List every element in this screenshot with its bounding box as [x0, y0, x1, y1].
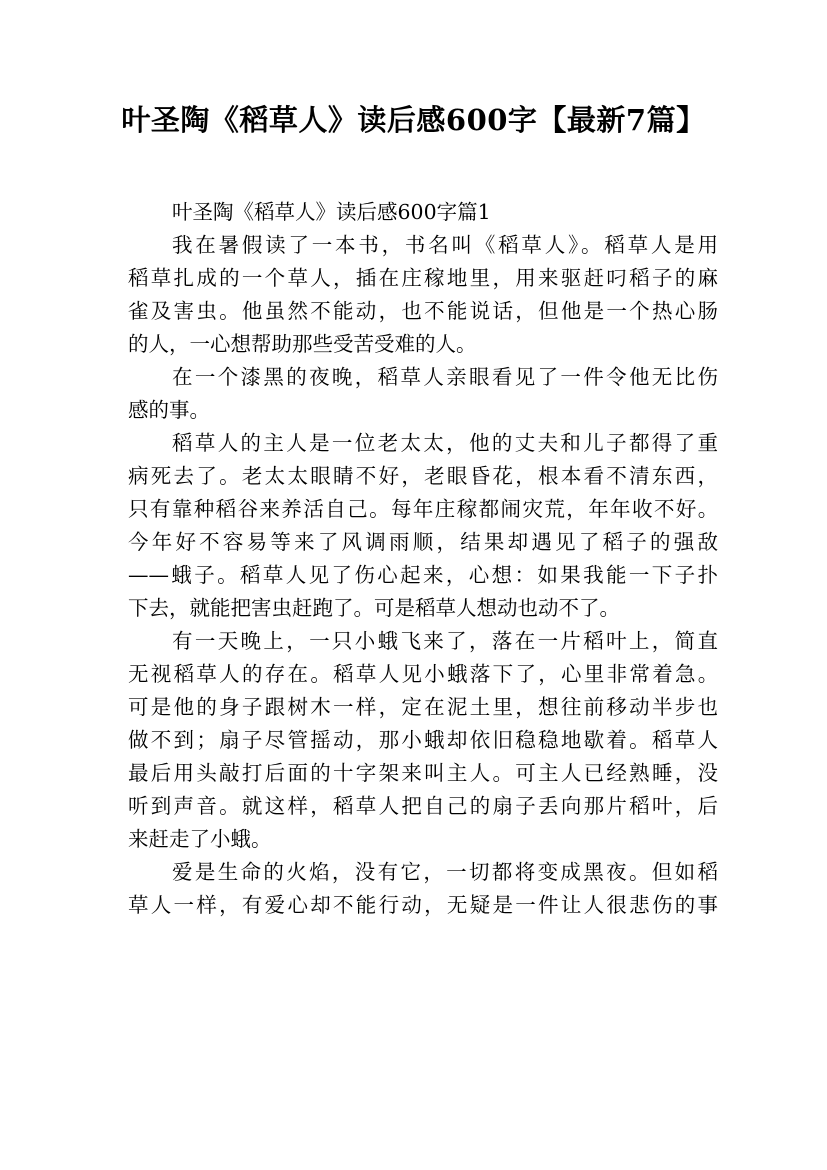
document-title: 叶圣陶《稻草人》读后感600字【最新7篇】 [121, 103, 706, 137]
text-line: 有一天晚上，一只小蛾飞来了，落在一片稻叶上，简直 [172, 629, 718, 653]
text-line: 可是他的身子跟树木一样，定在泥土里，想往前移动半步也 [128, 695, 718, 719]
text-line: 只有靠种稻谷来养活自己。每年庄稼都闹灾荒，年年收不好。 [128, 497, 718, 521]
text-line: 无视稻草人的存在。稻草人见小蛾落下了，心里非常着急。 [128, 662, 718, 686]
text-line: 草人一样，有爱心却不能行动，无疑是一件让人很悲伤的事 [128, 893, 718, 917]
document-body [128, 196, 718, 922]
text-line: ——蛾子。稻草人见了伤心起来，心想：如果我能一下子扑 [128, 563, 718, 587]
paragraph [128, 229, 718, 361]
text-line: 下去，就能把害虫赶跑了。可是稻草人想动也动不了。 [128, 596, 620, 620]
text-line: 今年好不容易等来了风调雨顺，结果却遇见了稻子的强敌 [128, 530, 718, 554]
text-line: 我在暑假读了一本书，书名叫《稻草人》。稻草人是用 [172, 233, 718, 257]
text-line: 爱是生命的火焰，没有它，一切都将变成黑夜。但如稻 [172, 860, 718, 884]
text-line: 听到声音。就这样，稻草人把自己的扇子丢向那片稻叶，后 [128, 794, 718, 818]
text-line: 来赶走了小蛾。 [128, 827, 272, 851]
paragraph [128, 856, 718, 922]
text-line: 做不到；扇子尽管摇动，那小蛾却依旧稳稳地歇着。稻草人 [128, 728, 718, 752]
text-line: 雀及害虫。他虽然不能动，也不能说话，但他是一个热心肠 [128, 299, 718, 323]
paragraph [128, 361, 718, 427]
text-line: 感的事。 [128, 398, 210, 422]
text-line: 稻草扎成的一个草人，插在庄稼地里，用来驱赶叼稻子的麻 [128, 266, 718, 290]
paragraph [128, 625, 718, 856]
text-line: 稻草人的主人是一位老太太，他的丈夫和儿子都得了重 [172, 431, 718, 455]
text-line: 病死去了。老太太眼睛不好，老眼昏花，根本看不清东西， [128, 464, 718, 488]
text-line: 的人，一心想帮助那些受苦受难的人。 [128, 332, 477, 356]
text-line: 最后用头敲打后面的十字架来叫主人。可主人已经熟睡，没 [128, 761, 718, 785]
section-heading: 叶圣陶《稻草人》读后感600字篇1 [172, 200, 491, 224]
text-line: 在一个漆黑的夜晚，稻草人亲眼看见了一件令他无比伤 [172, 365, 718, 389]
paragraph [128, 427, 718, 625]
